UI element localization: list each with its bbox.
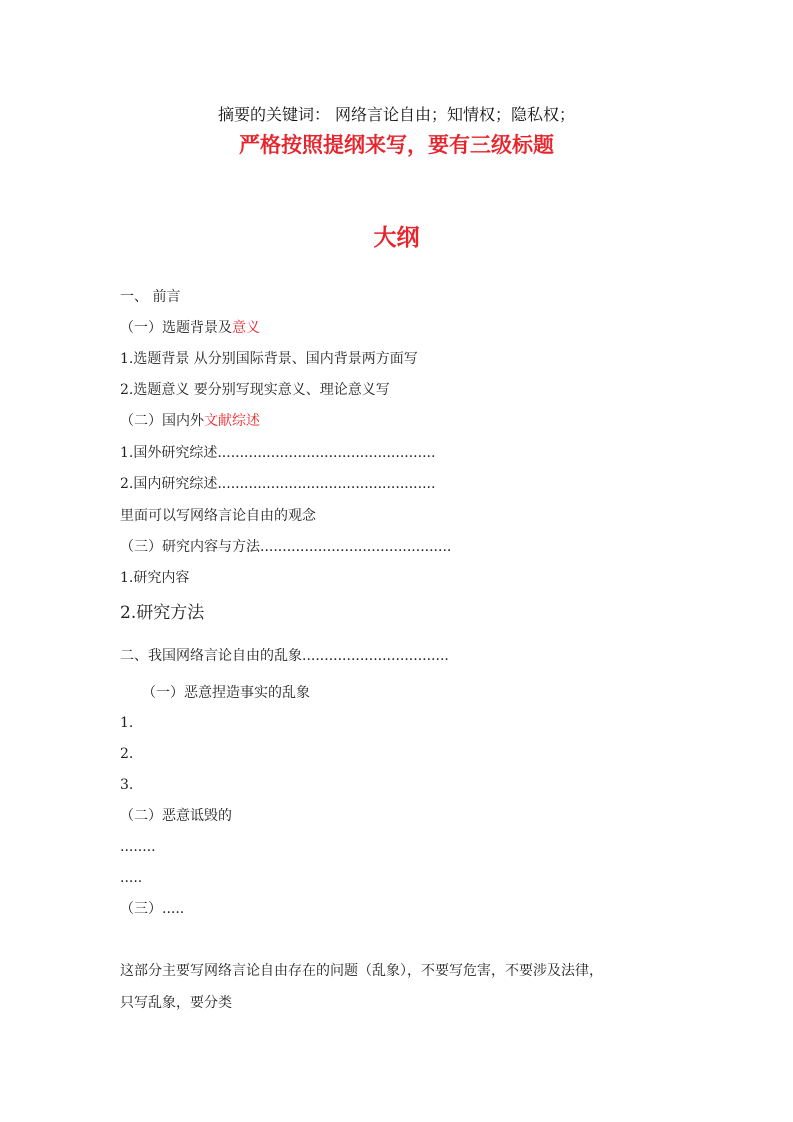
section-2-1-item-3: 3.: [120, 777, 134, 793]
section-1-3-item-1: 1.研究内容: [120, 570, 190, 586]
section-1-3-heading: （三）研究内容与方法...........................................: [120, 539, 452, 555]
section-1-2-text: （二）国内外: [120, 413, 204, 429]
section-1-2-highlight: 文献综述: [204, 413, 260, 429]
dots-line-2: .....: [120, 870, 143, 886]
section-1-1-item-1: 1.选题背景 从分别国际背景、国内背景两方面写: [120, 351, 418, 367]
section-1-1-highlight: 意义: [232, 320, 260, 336]
section-1-2-item-1: 1.国外研究综述.................................................: [120, 445, 436, 461]
keywords-line: 摘要的关键词： 网络言论自由；知情权；隐私权；: [217, 105, 576, 124]
note-line-1: 这部分主要写网络言论自由存在的问题（乱象），不要写危害，不要涉及法律，: [120, 963, 603, 979]
section-1-2-note: 里面可以写网络言论自由的观念: [120, 508, 316, 524]
section-1-2-item-2: 2.国内研究综述.................................................: [120, 476, 436, 492]
section-2-1-item-1: 1.: [120, 715, 134, 731]
section-1-3-item-2: 2.研究方法: [120, 603, 205, 623]
section-1-2-heading: [120, 411, 260, 431]
section-2-heading: 二、我国网络言论自由的乱象.................................: [120, 648, 449, 664]
dots-line-1: ........: [120, 839, 156, 855]
section-1-heading: 一、 前言: [120, 289, 181, 305]
section-2-2-heading: （二）恶意诋毁的: [120, 808, 232, 824]
outline-title: 大纲: [373, 225, 420, 251]
section-1-1-text: （一）选题背景及: [120, 320, 232, 336]
instruction-heading: 严格按照提纲来写，要有三级标题: [239, 133, 554, 157]
note-line-2: 只写乱象，要分类: [120, 995, 232, 1011]
section-2-1-heading: （一）恶意捏造事实的乱象: [142, 685, 310, 701]
section-2-3-heading: （三）.....: [120, 901, 185, 917]
section-1-1-heading: [120, 318, 260, 338]
section-1-1-item-2: 2.选题意义 要分别写现实意义、理论意义写: [120, 382, 390, 398]
section-2-1-item-2: 2.: [120, 746, 134, 762]
